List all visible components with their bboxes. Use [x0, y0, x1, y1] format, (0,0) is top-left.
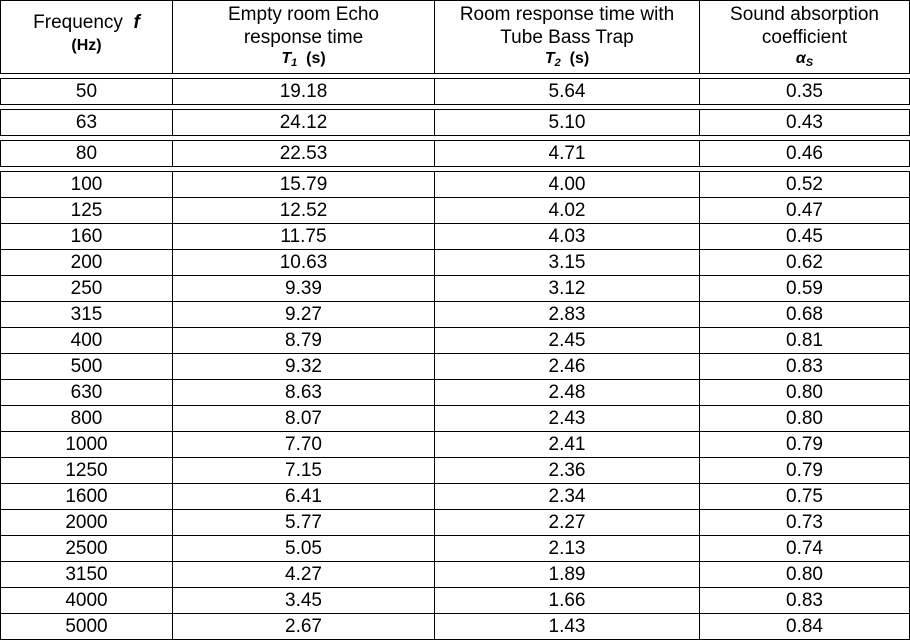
cell-alpha: 0.59 — [700, 276, 910, 301]
table-row — [0, 276, 910, 301]
cell-alpha: 0.81 — [700, 328, 910, 353]
table-row — [0, 380, 910, 405]
cell-alpha: 0.46 — [700, 141, 910, 166]
cell-frequency: 1000 — [0, 432, 173, 457]
header-t1-symbol-line — [173, 49, 434, 73]
table-row — [0, 224, 910, 249]
cell-frequency: 630 — [0, 380, 173, 405]
cell-frequency: 100 — [0, 172, 173, 197]
table-row — [0, 110, 910, 135]
table-row — [0, 562, 910, 587]
cell-frequency: 125 — [0, 198, 173, 223]
table-header — [0, 0, 910, 73]
table-row — [0, 328, 910, 353]
cell-frequency: 800 — [0, 406, 173, 431]
table-row — [0, 588, 910, 613]
cell-t2: 2.45 — [435, 328, 700, 353]
cell-t1: 8.07 — [173, 406, 435, 431]
table-row — [0, 302, 910, 327]
cell-t1: 8.79 — [173, 328, 435, 353]
table-row — [0, 406, 910, 431]
cell-t2: 2.27 — [435, 510, 700, 535]
header-alpha-symbol: α — [795, 50, 806, 67]
cell-alpha: 0.80 — [700, 380, 910, 405]
cell-t1: 8.63 — [173, 380, 435, 405]
cell-frequency: 315 — [0, 302, 173, 327]
cell-t1: 5.05 — [173, 536, 435, 561]
header-t1-line1: Empty room Echo — [228, 4, 379, 25]
cell-t1: 10.63 — [173, 250, 435, 275]
cell-frequency: 250 — [0, 276, 173, 301]
cell-frequency: 3150 — [0, 562, 173, 587]
header-t2-line1: Room response time with — [459, 4, 675, 25]
cell-t1: 24.12 — [173, 110, 435, 135]
header-t2-symbol-line — [435, 49, 699, 73]
table-row — [0, 432, 910, 457]
cell-frequency: 63 — [0, 110, 173, 135]
cell-t2: 2.48 — [435, 380, 700, 405]
table-row — [0, 458, 910, 483]
table-row — [0, 198, 910, 223]
table-row — [0, 484, 910, 509]
cell-alpha: 0.75 — [700, 484, 910, 509]
cell-t2: 4.02 — [435, 198, 700, 223]
cell-t2: 2.43 — [435, 406, 700, 431]
cell-t2: 3.12 — [435, 276, 700, 301]
cell-frequency: 160 — [0, 224, 173, 249]
table-row — [0, 141, 910, 166]
cell-t2: 2.36 — [435, 458, 700, 483]
cell-alpha: 0.73 — [700, 510, 910, 535]
header-alpha-symbol-line — [700, 49, 909, 73]
table-row — [0, 172, 910, 197]
cell-frequency: 2000 — [0, 510, 173, 535]
header-frequency-title — [1, 11, 172, 34]
cell-t2: 5.10 — [435, 110, 700, 135]
cell-t2: 4.03 — [435, 224, 700, 249]
table-row — [0, 510, 910, 535]
cell-alpha: 0.83 — [700, 588, 910, 613]
cell-alpha: 0.80 — [700, 406, 910, 431]
cell-t1: 9.32 — [173, 354, 435, 379]
cell-t1: 6.41 — [173, 484, 435, 509]
header-t1-subscript: 1 — [291, 57, 298, 69]
header-frequency-unit: (Hz) — [71, 37, 102, 54]
cell-alpha: 0.43 — [700, 110, 910, 135]
cell-alpha: 0.35 — [700, 79, 910, 104]
table-row — [0, 614, 910, 639]
header-frequency — [0, 1, 173, 73]
table-body — [0, 73, 910, 640]
cell-t1: 7.70 — [173, 432, 435, 457]
cell-frequency: 1250 — [0, 458, 173, 483]
header-alpha — [700, 1, 910, 73]
cell-alpha: 0.84 — [700, 614, 910, 639]
header-t1 — [173, 1, 435, 73]
cell-frequency: 5000 — [0, 614, 173, 639]
cell-alpha: 0.79 — [700, 458, 910, 483]
cell-t2: 4.71 — [435, 141, 700, 166]
header-t1-unit: (s) — [306, 50, 326, 67]
cell-t2: 1.66 — [435, 588, 700, 613]
header-alpha-line2: coefficient — [761, 27, 848, 48]
cell-frequency: 400 — [0, 328, 173, 353]
cell-frequency: 2500 — [0, 536, 173, 561]
cell-alpha: 0.83 — [700, 354, 910, 379]
cell-frequency: 4000 — [0, 588, 173, 613]
cell-t1: 7.15 — [173, 458, 435, 483]
table-row — [0, 79, 910, 104]
cell-frequency: 80 — [0, 141, 173, 166]
table-row — [0, 250, 910, 275]
cell-t1: 2.67 — [173, 614, 435, 639]
cell-t1: 5.77 — [173, 510, 435, 535]
cell-alpha: 0.45 — [700, 224, 910, 249]
cell-alpha: 0.79 — [700, 432, 910, 457]
cell-alpha: 0.74 — [700, 536, 910, 561]
cell-alpha: 0.80 — [700, 562, 910, 587]
cell-t2: 5.64 — [435, 79, 700, 104]
header-t2-symbol: T — [544, 50, 555, 67]
cell-t2: 3.15 — [435, 250, 700, 275]
header-t2-unit: (s) — [569, 50, 590, 67]
header-t1-symbol: T — [281, 50, 292, 67]
cell-t2: 2.34 — [435, 484, 700, 509]
table-row — [0, 354, 910, 379]
cell-t2: 2.46 — [435, 354, 700, 379]
header-t1-line2: response time — [243, 27, 364, 48]
cell-frequency: 50 — [0, 79, 173, 104]
header-frequency-symbol: f — [133, 12, 140, 33]
cell-alpha: 0.62 — [700, 250, 910, 275]
cell-t1: 9.39 — [173, 276, 435, 301]
cell-t2: 2.13 — [435, 536, 700, 561]
cell-t1: 12.52 — [173, 198, 435, 223]
table-row — [0, 536, 910, 561]
cell-alpha: 0.68 — [700, 302, 910, 327]
cell-alpha: 0.52 — [700, 172, 910, 197]
cell-t1: 4.27 — [173, 562, 435, 587]
header-t2 — [435, 1, 700, 73]
header-frequency-label: Frequency — [33, 12, 123, 33]
header-alpha-line1: Sound absorption — [730, 4, 879, 25]
cell-t1: 19.18 — [173, 79, 435, 104]
cell-frequency: 1600 — [0, 484, 173, 509]
cell-t1: 9.27 — [173, 302, 435, 327]
cell-t2: 2.41 — [435, 432, 700, 457]
cell-frequency: 500 — [0, 354, 173, 379]
cell-alpha: 0.47 — [700, 198, 910, 223]
cell-t1: 22.53 — [173, 141, 435, 166]
cell-t1: 15.79 — [173, 172, 435, 197]
cell-t1: 3.45 — [173, 588, 435, 613]
cell-t2: 1.89 — [435, 562, 700, 587]
cell-frequency: 200 — [0, 250, 173, 275]
cell-t2: 2.83 — [435, 302, 700, 327]
cell-t2: 1.43 — [435, 614, 700, 639]
cell-t1: 11.75 — [173, 224, 435, 249]
header-alpha-subscript: S — [805, 57, 814, 69]
header-t2-subscript: 2 — [554, 57, 561, 69]
cell-t2: 4.00 — [435, 172, 700, 197]
header-t2-line2: Tube Bass Trap — [500, 27, 634, 48]
